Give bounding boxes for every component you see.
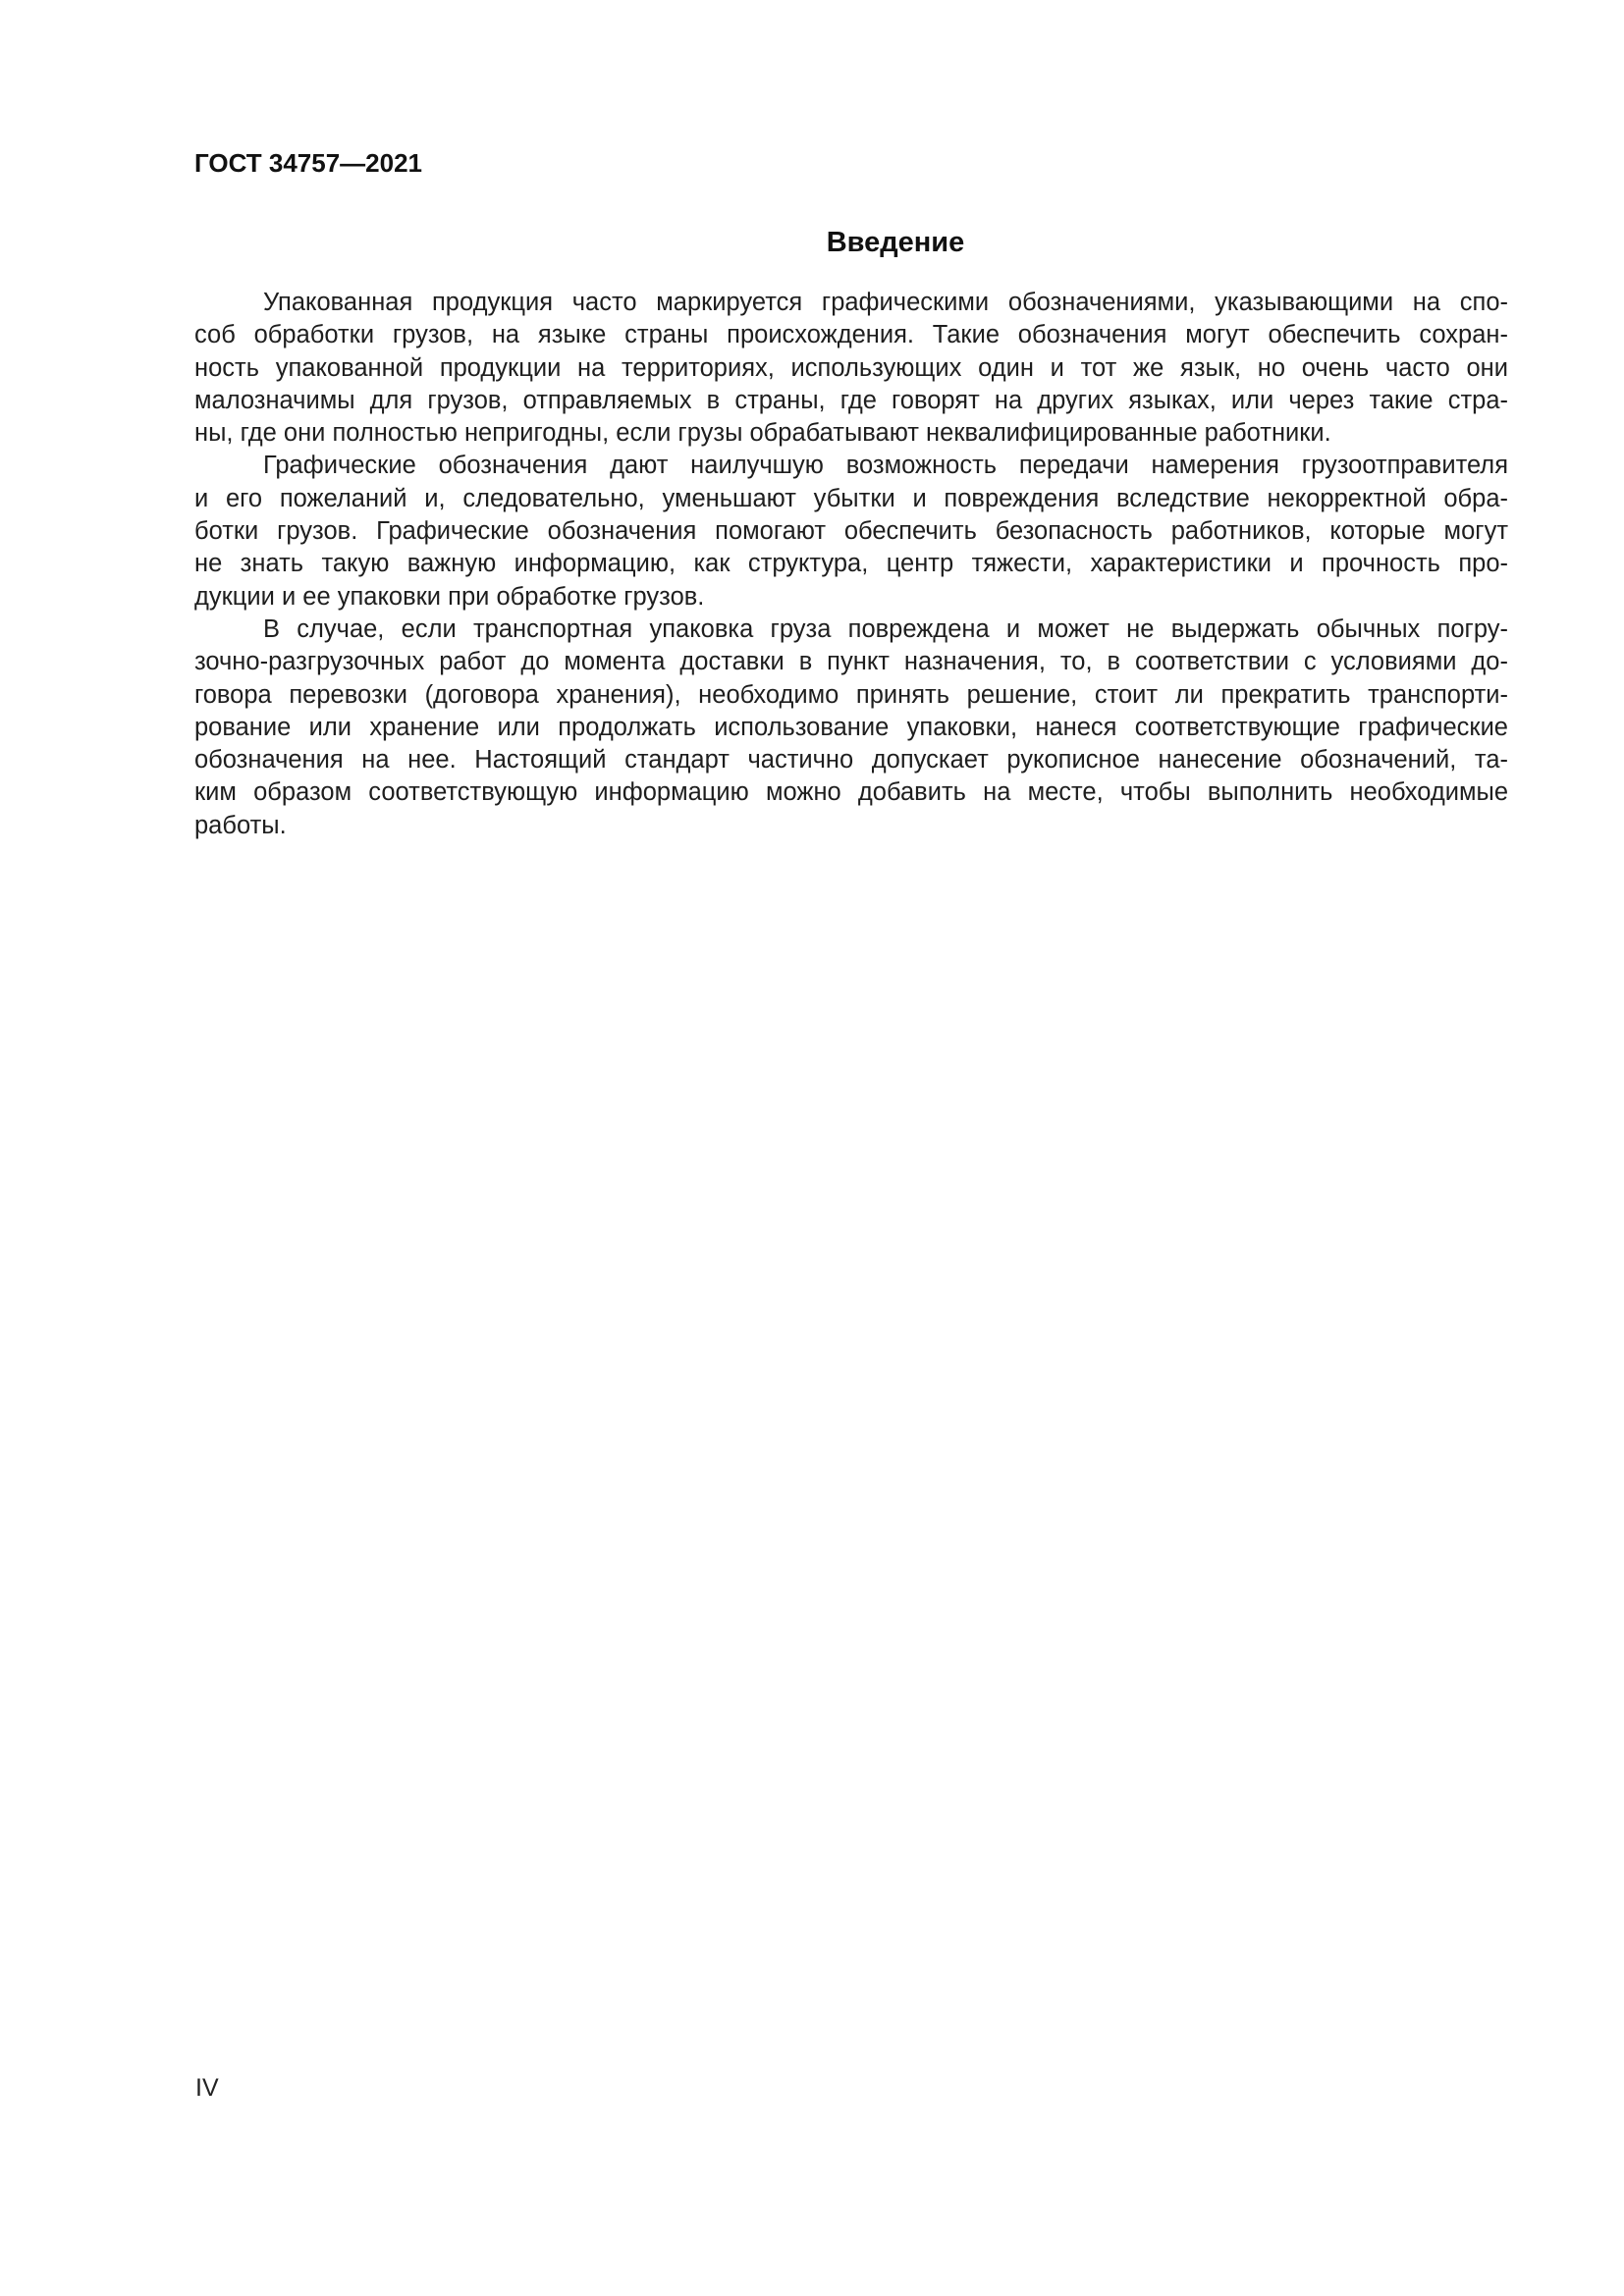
- text-line: ность упакованной продукции на территориях, использующих один и тот же язык, но очень часто они: [194, 353, 1508, 382]
- text-line: и его пожеланий и, следовательно, уменьшают убытки и повреждения вследствие некорректной обра-: [194, 484, 1508, 512]
- text-line: малозначимы для грузов, отправляемых в страны, где говорят на других языках, или через такие стра-: [194, 386, 1508, 414]
- text-line: дукции и ее упаковки при обработке грузов.: [194, 582, 705, 611]
- paragraph-3: [194, 614, 1508, 842]
- text-line: ны, где они полностью непригодны, если грузы обрабатывают неквалифицированные работники.: [194, 419, 1331, 448]
- text-line: зочно-разгрузочных работ до момента доставки в пункт назначения, то, в соответствии с условиями до-: [194, 648, 1508, 676]
- paragraph-1: [194, 287, 1508, 450]
- text-line: говора перевозки (договора хранения), необходимо принять решение, стоит ли прекратить транспорти-: [194, 680, 1508, 709]
- text-line: Графические обозначения дают наилучшую возможность передачи намерения грузоотправителя: [263, 452, 1508, 480]
- text-line: Упакованная продукция часто маркируется графическими обозначениями, указывающими на спо-: [263, 289, 1508, 316]
- text-line: работы.: [194, 811, 287, 839]
- text-line: В случае, если транспортная упаковка груза повреждена и может не выдержать обычных погру-: [263, 614, 1508, 643]
- text-line: обозначения на нее. Настоящий стандарт частично допускает рукописное нанесение обозначений, та-: [194, 746, 1508, 774]
- text-line: ким образом соответствующую информацию можно добавить на месте, чтобы выполнить необходимые: [194, 778, 1508, 807]
- standard-designation: ГОСТ 34757—2021: [194, 148, 422, 178]
- section-title: Введение: [826, 227, 965, 258]
- paragraph-2: [194, 450, 1508, 613]
- page-number: IV: [195, 2074, 219, 2102]
- introduction-body: [194, 287, 1508, 842]
- text-line: рование или хранение или продолжать использование упаковки, нанеся соответствующие графические: [194, 713, 1508, 741]
- text-line: ботки грузов. Графические обозначения помогают обеспечить безопасность работников, которые могут: [194, 517, 1508, 546]
- text-line: соб обработки грузов, на языке страны происхождения. Такие обозначения могут обеспечить сохран-: [194, 321, 1508, 349]
- text-line: не знать такую важную информацию, как структура, центр тяжести, характеристики и прочность про-: [194, 550, 1508, 578]
